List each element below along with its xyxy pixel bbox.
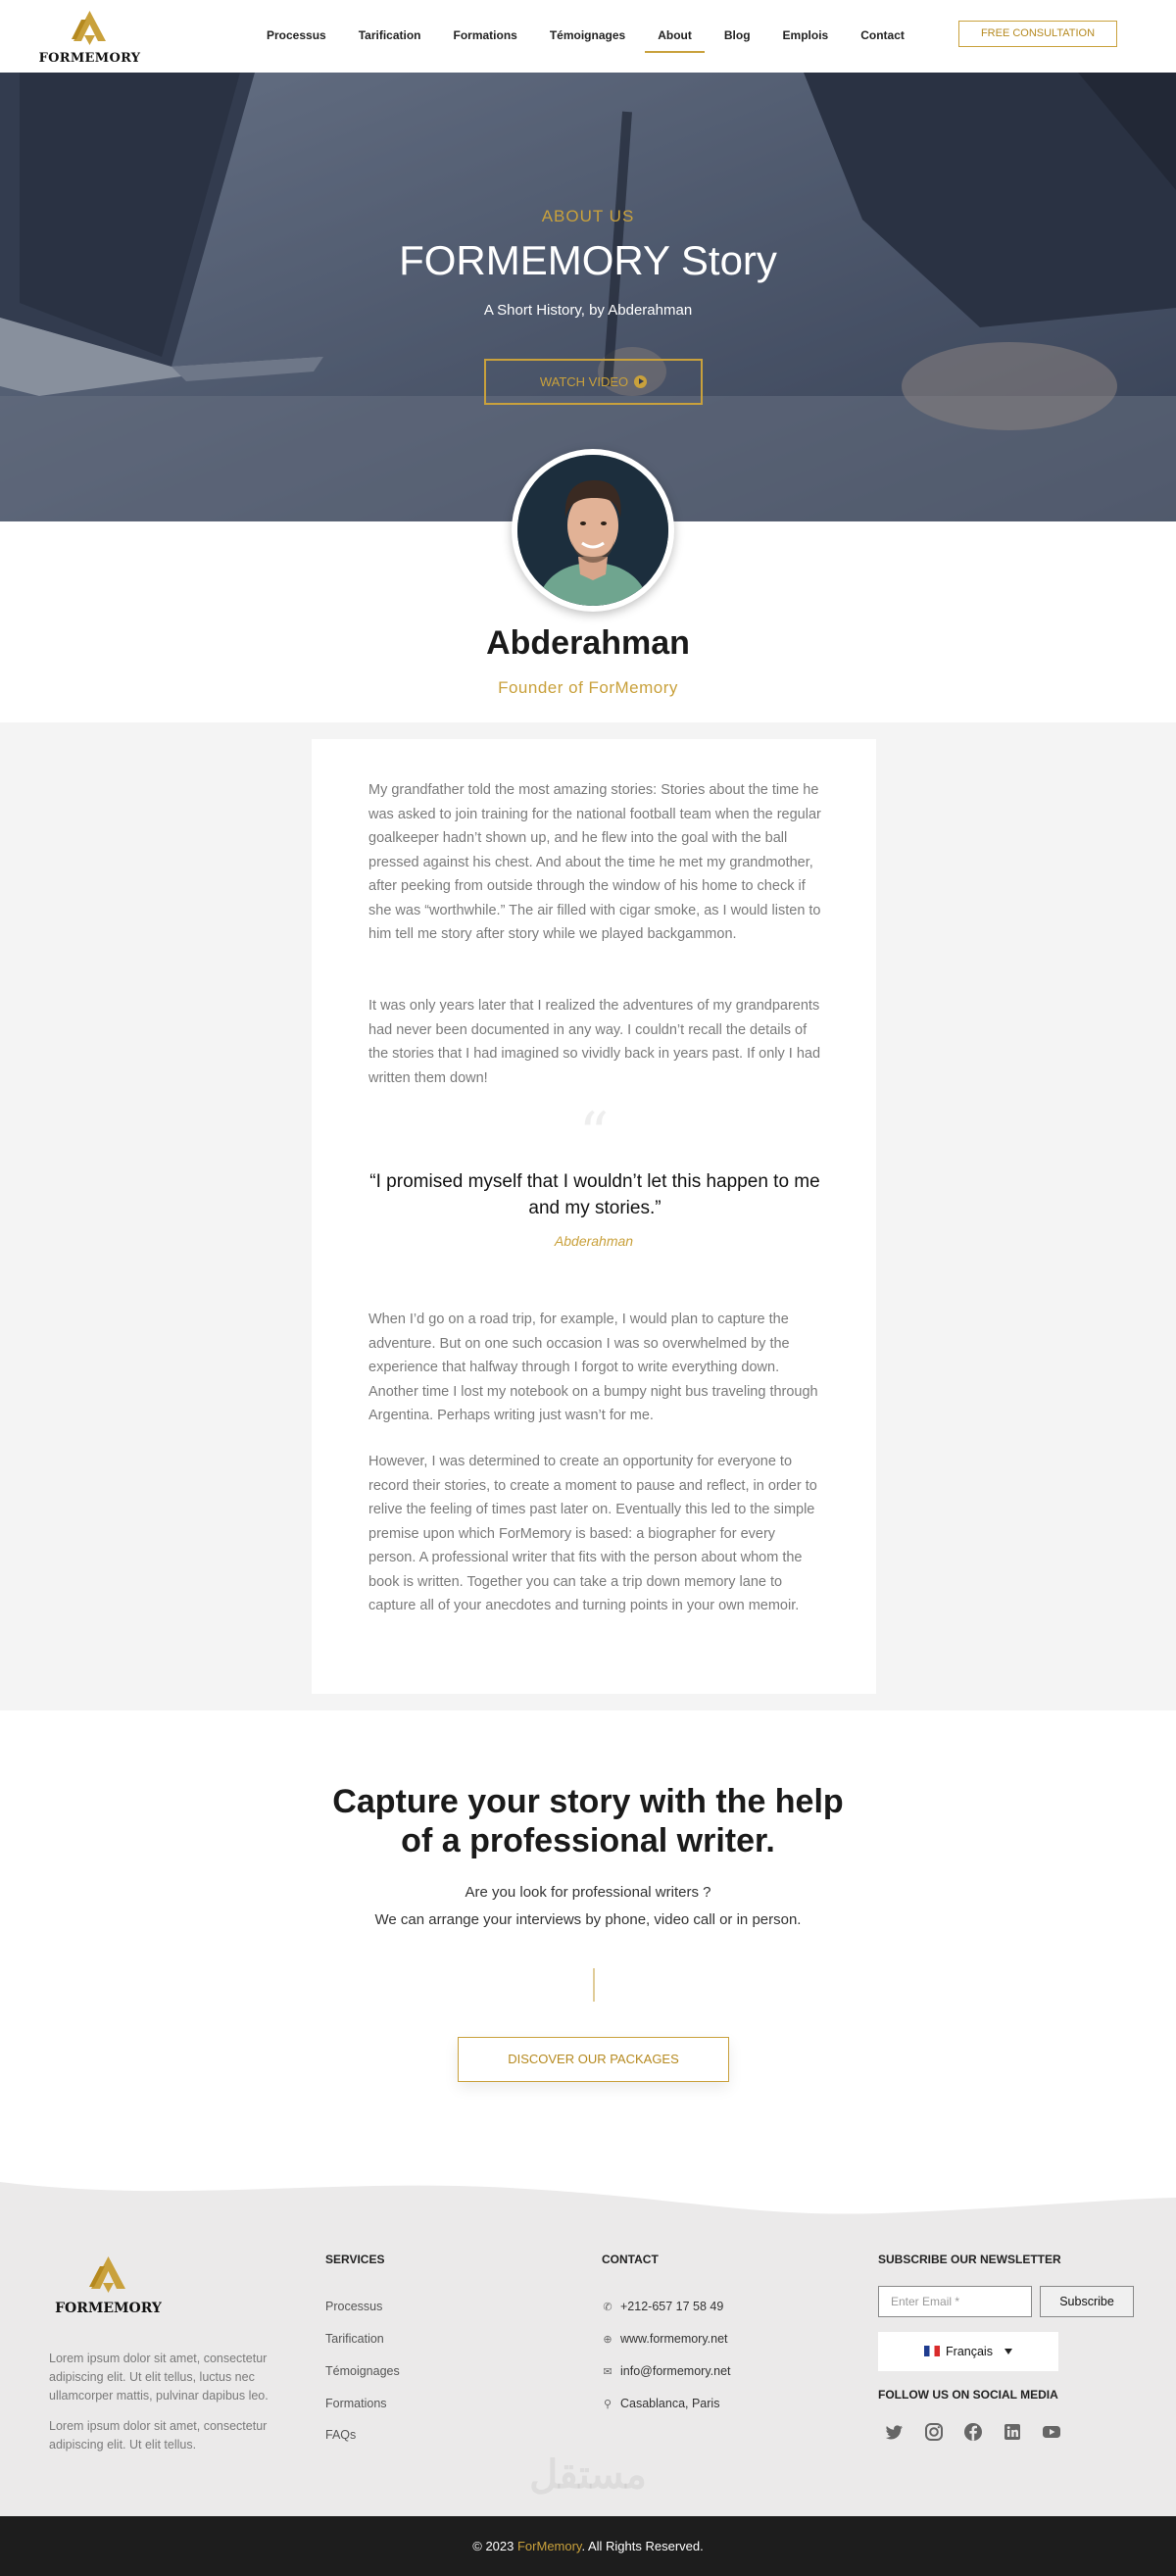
hero-subtitle: A Short History, by Abderahman [483,302,693,319]
cta-title-line-1: Capture your story with the help [332,1783,844,1820]
footer-link-formations[interactable]: Formations [325,2397,387,2410]
social-heading: FOLLOW US ON SOCIAL MEDIA [878,2388,1058,2402]
website-text: www.formemory.net [620,2332,728,2346]
services-heading: SERVICES [325,2253,385,2266]
story-card [312,739,876,1694]
discover-packages-button[interactable]: DISCOVER OUR PACKAGES [458,2037,729,2082]
contact-website[interactable] [602,2332,728,2346]
founder-role: Founder of ForMemory [498,678,678,697]
phone-text: +212-657 17 58 49 [620,2300,724,2313]
watch-video-button[interactable] [484,359,703,405]
cta-title-line-2: of a professional writer. [401,1822,775,1859]
quote-mark-icon: “ [578,1100,610,1168]
logo-mark-icon [33,8,146,53]
footer-link-temoignages[interactable]: Témoignages [325,2364,400,2378]
linkedin-icon[interactable] [1002,2421,1023,2443]
twitter-icon[interactable] [884,2421,906,2443]
copyright-brand[interactable]: ForMemory [516,2539,582,2553]
cta-question: Are you look for professional writers ? [465,1884,711,1901]
founder-name: Abderahman [486,624,690,662]
pull-quote: “I promised myself that I wouldn’t let this happen to me and my stories.” [369,1171,820,1218]
france-flag-icon [924,2346,940,2356]
nav-blog[interactable]: Blog [723,28,751,42]
youtube-icon[interactable] [1041,2421,1062,2443]
story-paragraph-1: My grandfather told the most amazing stories: Stories about the time he was asked to join training for the national football team when the regular goalkeeper hadn’t shown up, and he flew into the goal with the ball pressed against his chest. And about the time he met my grandmother, after peeking from outside through the window of his home to check if she was “worthwhile.” The air filled with cigar smoke, as I would listen to him tell me story after story while we played backgammon. [368,782,821,942]
hero-kicker: ABOUT US [541,207,635,225]
logo-text: FORMEMORY [38,51,141,66]
language-label: Français [946,2345,993,2358]
language-selector[interactable] [878,2332,1058,2371]
founder-portrait-image [517,455,668,606]
copyright-prefix: © 2023 [472,2539,517,2553]
watch-video-label: WATCH VIDEO [539,374,629,389]
story-paragraph-3: When I’d go on a road trip, for example, I would plan to capture the adventure. But on one such occasion I was so overwhelmed by the experience that halfway through I forgot to write everything down. Another time I lost my notebook on a bumpy night bus traveling through Argentina. Perhaps writing just wasn’t for me. [368,1312,818,1423]
footer-logo[interactable] [47,2254,170,2318]
site-header [0,0,1176,73]
page-title: FORMEMORY Story [399,237,777,283]
nav-about[interactable]: About [658,27,692,55]
globe-icon: ⊕ [603,2334,612,2346]
copyright-suffix: . All Rights Reserved. [581,2539,704,2553]
footer-link-faqs[interactable]: FAQs [325,2428,357,2442]
play-icon [634,375,647,388]
cta-description: We can arrange your interviews by phone, video call or in person. [374,1911,802,1928]
cta-divider [593,1968,595,2002]
envelope-icon: ✉ [603,2366,612,2378]
free-consultation-button[interactable]: FREE CONSULTATION [958,21,1117,47]
facebook-icon[interactable] [962,2421,984,2443]
footer-link-tarification[interactable]: Tarification [325,2332,384,2346]
contact-phone[interactable] [602,2300,723,2313]
mostaql-watermark: مستقل [529,2453,647,2497]
formemory-logo[interactable] [33,8,146,67]
nav-temoignages[interactable]: Témoignages [549,28,626,42]
nav-emplois[interactable]: Emplois [782,28,829,42]
email-text: info@formemory.net [620,2364,731,2378]
nav-tarification[interactable]: Tarification [358,28,421,42]
contact-location [602,2397,719,2410]
newsletter-heading: SUBSCRIBE OUR NEWSLETTER [878,2253,1061,2266]
copyright-bar [0,2516,1176,2576]
instagram-icon[interactable] [923,2421,945,2443]
phone-icon: ✆ [603,2302,612,2313]
subscribe-button[interactable]: Subscribe [1040,2286,1134,2317]
location-text: Casablanca, Paris [620,2397,720,2410]
footer-wave-divider [0,2174,1176,2223]
avatar-photo [517,455,668,606]
footer-logo-text: FORMEMORY [55,2301,162,2316]
footer-about-2: Lorem ipsum dolor sit amet, consectetur adipiscing elit. Ut elit tellus. [49,2419,268,2452]
footer-about-1: Lorem ipsum dolor sit amet, consectetur adipiscing elit. Ut elit tellus, luctus nec ullamcorper mattis, pulvinar dapibus leo. [49,2352,269,2403]
quote-author: Abderahman [554,1233,634,1249]
nav-processus[interactable]: Processus [267,28,326,42]
story-paragraph-4: However, I was determined to create an opportunity for everyone to record their stories, to create a moment to pause and reflect, in order to relive the feeling of times past later on. Eventually this led to the simple premise upon which ForMemory is based: a biographer for every person. A professional writer that fits with the person about whom the book is written. Together you can take a trip down memory lane to capture all of your anecdotes and turning points in your own memoir. [368,1454,817,1613]
caret-down-icon [1004,2349,1012,2354]
contact-email[interactable] [602,2364,731,2378]
nav-formations[interactable]: Formations [453,28,517,42]
nav-contact[interactable]: Contact [860,28,905,42]
footer-logo-mark-icon [47,2254,170,2303]
cta-title [0,1782,1176,1860]
map-pin-icon: ⚲ [603,2399,612,2410]
contact-heading: CONTACT [602,2253,659,2266]
avatar [512,449,674,612]
story-paragraph-2: It was only years later that I realized the adventures of my grandparents had never been documented in any way. I couldn’t recall the details of the stories that I had imagined so vividly back in years past. If only I had written them down! [368,998,821,1086]
newsletter-email-input[interactable]: Enter Email * [878,2286,1032,2317]
footer-link-processus[interactable]: Processus [325,2300,383,2313]
main-nav [267,27,905,55]
